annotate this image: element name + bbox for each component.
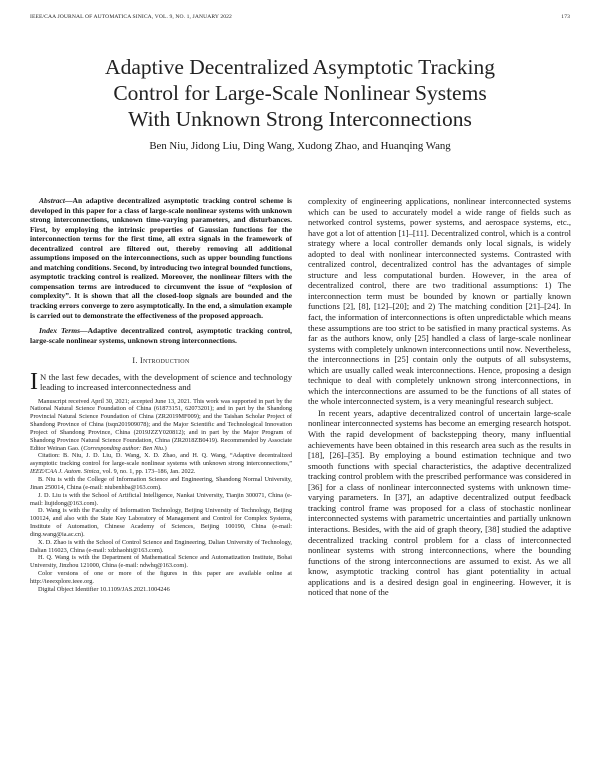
footnote-affiliation-wang-h: H. Q. Wang is with the Department of Mathematical Science and Automatization Institute, Bohai University, Jinzhou 121000, China (e-mail: ndwhq@163.com). [30,554,292,570]
footnote-received [30,398,292,453]
title-line: Control for Large-Scale Nonlinear Systems [113,81,487,105]
footnote-affiliation-liu: J. D. Liu is with the School of Artificial Intelligence, Nankai University, Tianjin 300071, China (e-mail: liujidong@163.com). [30,491,292,507]
footnote-citation [30,452,292,476]
title-line: Adaptive Decentralized Asymptotic Tracking [105,55,495,79]
footnote-affiliation-niu: B. Niu is with the College of Information Science and Engineering, Shandong Normal University, Jinan 250014, China (e-mail: niubenhba@163.com). [30,476,292,491]
citation-journal: IEEE/CAA J. Autom. Sinica [30,468,100,476]
right-column [308,196,571,598]
footnote-color-versions: Color versions of one or more of the figures in this paper are available online at http://ieeexplore.ieee.org. [30,570,292,585]
journal-name: IEEE/CAA JOURNAL OF AUTOMATICA SINICA, VOL. 9, NO. 1, JANUARY 2022 [30,14,232,20]
page-number: 173 [561,14,570,20]
section-title: Introduction [139,356,190,366]
running-header [30,14,570,24]
index-terms [30,326,292,345]
index-terms-label: Index Terms [39,326,81,336]
left-column [30,196,292,594]
body-paragraph: In recent years, adaptive decentralized control of uncertain large-scale nonlinear interconnected systems has become an emerging research hotspot. With the rapid development of backstepping theory, many influential achievements have been obtained in this research area such as the results in [18], [26]–[35]. By employing a bound estimation technique and two smooth functions with special characteristics, the adaptive decentralized tracking control problem with the prescribed performance was considered in [36] for a class of nonlinear interconnected systems with unknown time-varying parameters. In [37], an adaptive decentralized output feedback tracking control frame was proposed for a class of stochastic nonlinear interconnected systems with parametric uncertainties and partially unknown interactions. Besides, with the aid of graph theory, [38] studied the adaptive decentralized tracking control problem for a class of interconnected nonlinear systems with strong interconnections, where the bounding functions of the strong interconnections are assumed to exist. As we all know, asymptotic tracking control has giant potentiality in actual applications and is a desired design goal in engineering. However, it is noticed that none of the [308,407,571,598]
body-paragraph: complexity of engineering applications, nonlinear interconnected systems which can be used to accurately model a wide range of fields such as networked control systems, power systems, and aerospace systems, etc., have got a lot of attention [1]–[11]. Decentralized control, which is a control strategy where a local controller demands only local signals, is widely adopted to deal with nonlinear interconnected systems. Contrasted with centralized control, decentralized control has the advantages of simple structure and less computational burden. However, in the area of decentralized control, there are two traditional assumptions: 1) The interconnection term must be bounded by known or partially known functions [2], [8], [12]–[20]; and 2) The matching condition [21]–[24]. In fact, the information of interconnections is often unpredictable which means these assumptions are too strict to be satisfied in many practical systems. As far as the authors know, only [25] handled a class of large-scale nonlinear systems with completely unknown interconnections until now. Nevertheless, the interconnections in [25] contain only the outputs of all subsystems, which are usually called weak interconnections. Hence, proposing a design technique to deal with completely unknown strong interconnections, in which the interconnections are assumed to be the functions of all states of the whole interconnected system, is a very meaningful research subject. [308,196,571,407]
section-number: I. [132,356,138,366]
intro-text: N the last few decades, with the development of science and technology leading to increased interconnectedness and [40,371,292,393]
intro-paragraph [30,368,292,395]
footnote-doi [30,586,292,594]
footnote-received-end: .) [163,444,167,452]
index-terms-text: —Adaptive decentralized control, asymptotic tracking control, large-scale nonlinear systems, unknown strong interconnections. [30,326,292,345]
footnote-received-text: Manuscript received April 30, 2021; accepted June 13, 2021. This work was supported in part by the National Natural Science Foundation of China (61873151, 62073201); and in part by the Shandong Provincial Natural Science Foundation of China (ZR2019MF009); and the Taishan Scholar Project of Shandong Province of China (tsqn201909078); and the Major Scientific and Technological Innovation Project of Shandong Province, China (2019JZZY020812); and in part by the Major Program of Shandong Province Natural Science Foundation, China (ZR2018ZB0419). Recommended by Associate Editor Weinan Gao. ( [30,397,292,452]
corresponding-author: Corresponding author: Ben Niu [83,444,163,452]
citation-text-b: , vol. 9, no. 1, pp. 173–186, Jan. 2022. [99,468,196,476]
doi-label: Digital Object Identifier [38,585,100,593]
abstract-label: Abstract [39,196,65,205]
footnote-affiliation-wang-d: D. Wang is with the Faculty of Information Technology, Beijing University of Technology, Beijing 100124, and also with the State Key Laboratory of Management and Control for Complex Systems, Institute of Automation, Chinese Academy of Sciences, Beijing 100190, China (e-mail: ding.wang@ia.ac.cn). [30,507,292,538]
drop-cap: I [30,368,38,395]
section-heading [30,356,292,366]
footnote-affiliation-zhao: X. D. Zhao is with the School of Control Science and Engineering, Dalian University of Technology, Dalian 116023, China (e-mail: xdzhaohit@163.com). [30,538,292,554]
doi-link[interactable]: 10.1109/JAS.2021.1004246 [99,585,170,593]
abstract [30,196,292,320]
paper-title [30,54,570,132]
citation-text-a: Citation: B. Niu, J. D. Liu, D. Wang, X. D. Zhao, and H. Q. Wang, “Adaptive decentralized asymptotic tracking control for large-scale nonlinear systems with unknown strong interconnections,” [30,452,292,468]
abstract-text: —An adaptive decentralized asymptotic tracking control scheme is developed in this paper for a class of large-scale nonlinear systems with unknown strong interconnections, unknown time-varying parameters, and disturbances. First, by employing the intrinsic properties of Gaussian functions for the interconnection terms for the first time, all extra signals in the framework of decentralized control are filtered out, thereby removing all additional assumptions imposed on the interconnections, such as upper bounding functions and matching conditions. Second, by introducing two integral bounded functions, asymptotic tracking control is realized. Moreover, the nonlinear filters with the compensation terms are introduced to circumvent the issue of “explosion of complexity”. It is shown that all the closed-loop signals are bounded and the tracking errors converge to zero asymptotically. In the end, a simulation example is carried out to demonstrate the effectiveness of the proposed approach. [30,196,292,320]
author-list: Ben Niu, Jidong Liu, Ding Wang, Xudong Zhao, and Huanqing Wang [149,140,451,152]
title-line: With Unknown Strong Interconnections [128,107,472,131]
